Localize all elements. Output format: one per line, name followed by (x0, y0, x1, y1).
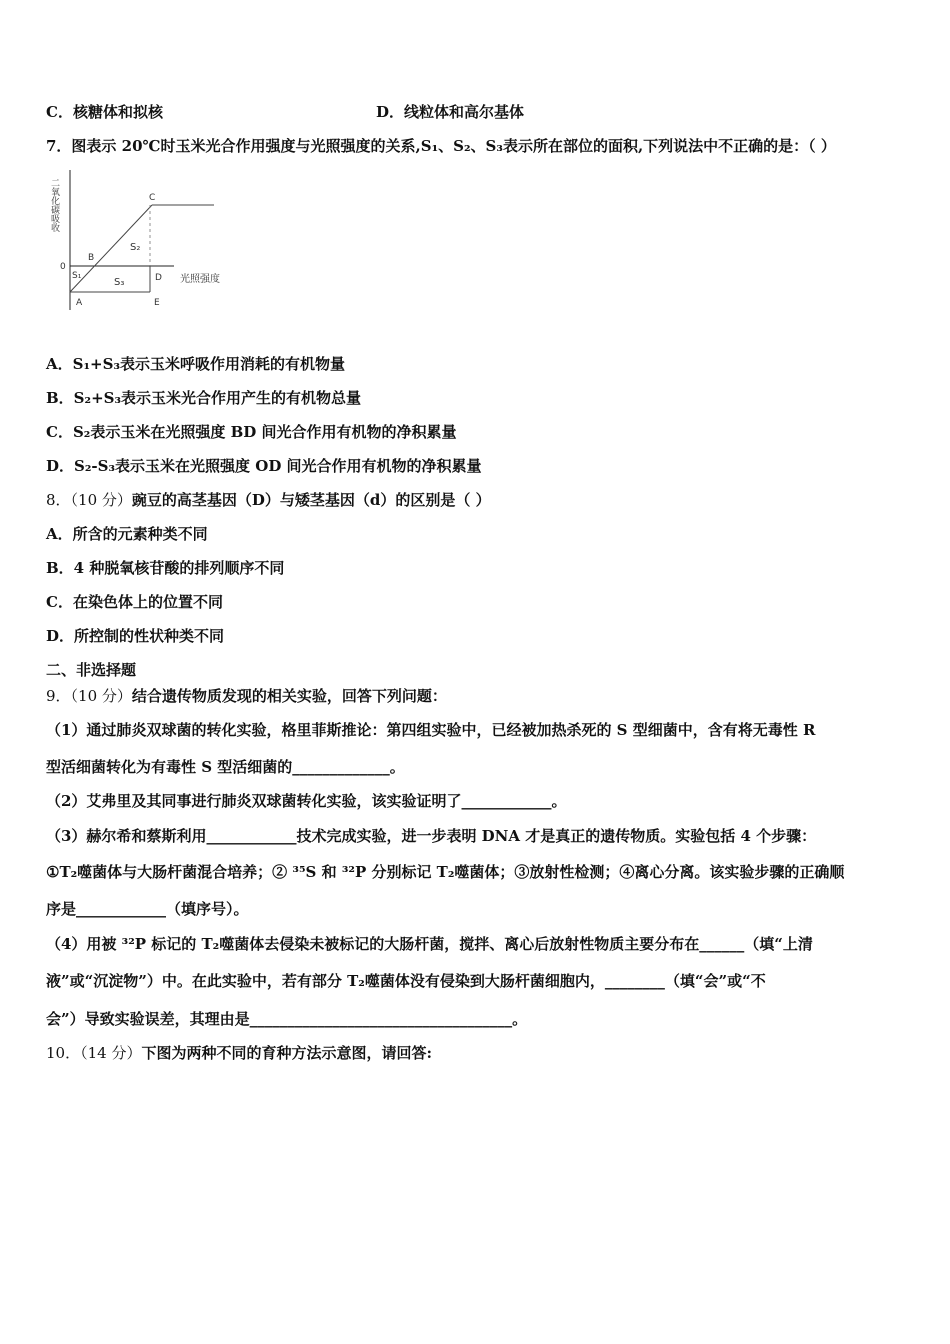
option-c-prev: C．核糖体和拟核 (46, 103, 163, 121)
q7-option-b: B．S₂+S₃表示玉米光合作用产生的有机物总量 (46, 389, 362, 407)
q8-stem: 豌豆的高茎基因（D）与矮茎基因（d）的区别是（ ） (131, 491, 491, 509)
q10-number: 10． (46, 1044, 81, 1062)
q9-line-7: （4）用被 ³²P 标记的 T₂噬菌体去侵染未被标记的大肠杆菌，搅拌、离心后放射性物质主要分布在______（填“上清 (46, 935, 813, 953)
q8-option-d: D．所控制的性状种类不同 (46, 627, 225, 645)
q7-diagram (49, 170, 242, 315)
q8-option-a: A．所含的元素种类不同 (46, 525, 208, 543)
area-s1: S₁ (72, 271, 82, 281)
q7-stem: 7．图表示 20℃时玉米光合作用强度与光照强度的关系,S₁、S₂、S₃表示所在部位的面积,下列说法中不正确的是：（ ） (46, 137, 836, 155)
q9-stem: 结合遗传物质发现的相关实验，回答下列问题： (131, 687, 447, 705)
q9-score: （10 分） (70, 687, 132, 705)
q8-stem-line (46, 490, 491, 510)
q8-option-b: B．4 种脱氧核苷酸的排列顺序不同 (46, 559, 285, 577)
q9-line-4: （3）赫尔希和蔡斯利用____________技术完成实验，进一步表明 DNA 才是真正的遗传物质。实验包括 4 个步骤： (46, 827, 817, 845)
q9-line-3: （2）艾弗里及其同事进行肺炎双球菌转化实验，该实验证明了____________。 (46, 792, 567, 810)
q7-option-d: D．S₂-S₃表示玉米在光照强度 OD 间光合作用有机物的净积累量 (46, 457, 482, 475)
q9-line-5: ①T₂噬菌体与大肠杆菌混合培养；② ³⁵S 和 ³²P 分别标记 T₂噬菌体；③放射性检测；④离心分离。该实验步骤的正确顺 (46, 863, 845, 881)
area-s2: S₂ (130, 242, 141, 253)
q9-line-6: 序是____________（填序号）。 (46, 900, 249, 918)
q9-line-9: 会”）导致实验误差，其理由是___________________________________。 (46, 1010, 528, 1028)
point-a: A (76, 298, 83, 308)
q8-option-c: C．在染色体上的位置不同 (46, 593, 223, 611)
q9-number: 9． (46, 687, 71, 705)
q10-stem: 下图为两种不同的育种方法示意图，请回答: (141, 1044, 432, 1062)
point-e: E (154, 298, 160, 308)
q9-line-8: 液”或“沉淀物”）中。在此实验中，若有部分 T₂噬菌体没有侵染到大肠杆菌细胞内，________（填“会”或“不 (46, 972, 766, 990)
q9-line-1: （1）通过肺炎双球菌的转化实验，格里菲斯推论：第四组实验中，已经被加热杀死的 S 型细菌中，含有将无毒性 R (46, 721, 816, 739)
q9-stem-line (46, 686, 447, 706)
q8-number: 8． (46, 491, 71, 509)
section-heading: 二、非选择题 (46, 661, 137, 679)
q7-ylabel: 二氧化碳吸收 (49, 178, 59, 232)
point-d: D (155, 273, 162, 283)
q7-origin: 0 (60, 262, 66, 272)
point-b: B (88, 253, 95, 263)
option-d-prev: D．线粒体和高尔基体 (376, 103, 525, 121)
q10-score: （14 分） (80, 1044, 142, 1062)
q7-option-c: C．S₂表示玉米在光照强度 BD 间光合作用有机物的净积累量 (46, 423, 457, 441)
q7-xlabel: 光照强度 (180, 274, 220, 285)
q8-score: （10 分） (70, 491, 132, 509)
q10-stem-line (46, 1043, 432, 1063)
area-s3: S₃ (114, 277, 125, 288)
q9-line-2: 型活细菌转化为有毒性 S 型活细菌的_____________。 (46, 758, 405, 776)
q7-option-a: A．S₁+S₃表示玉米呼吸作用消耗的有机物量 (46, 355, 346, 373)
point-c: C (149, 193, 156, 203)
